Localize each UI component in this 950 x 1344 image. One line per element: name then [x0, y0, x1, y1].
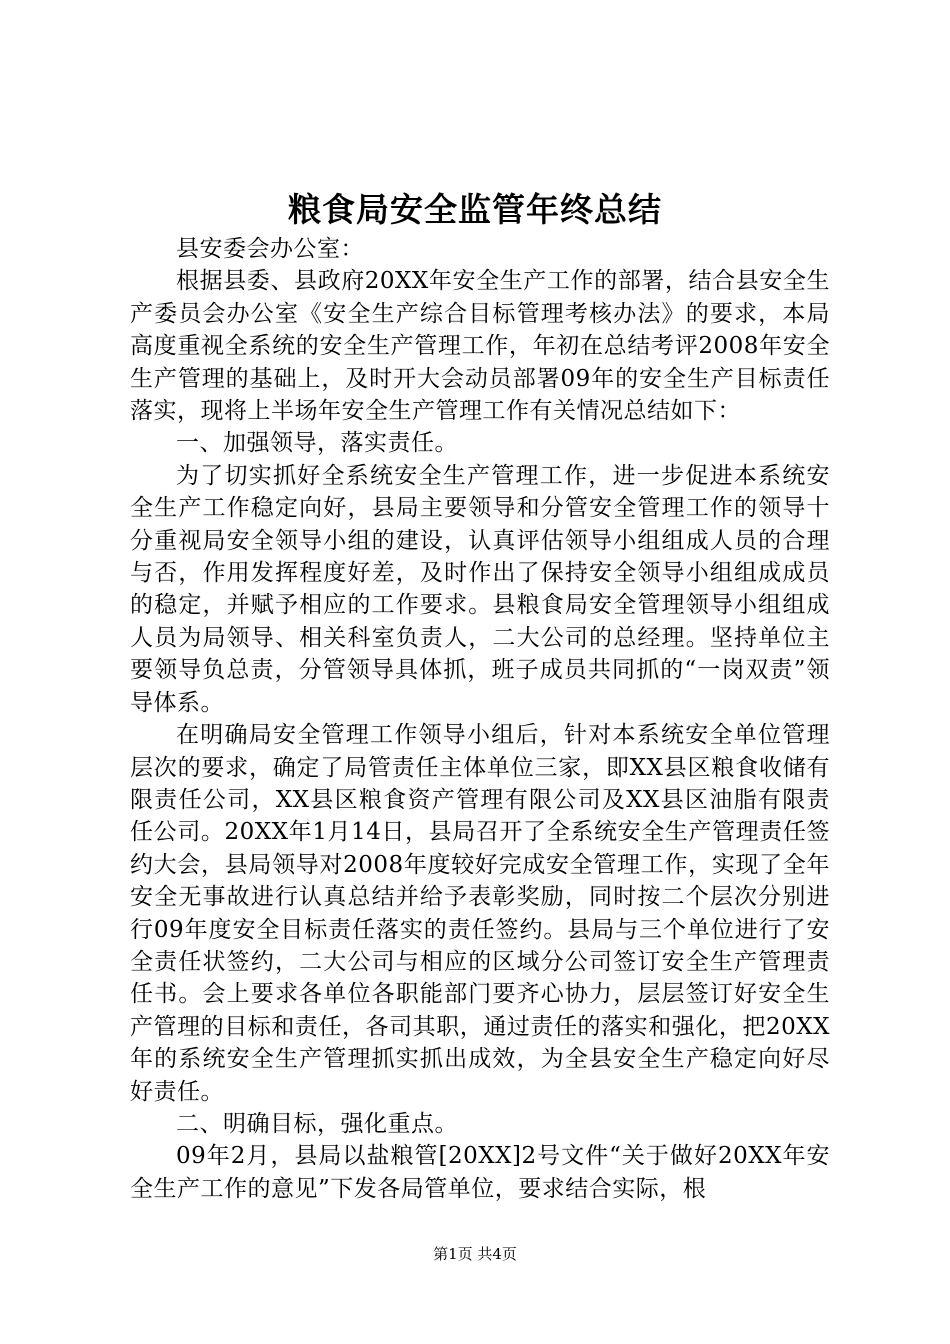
intro-paragraph: 根据县委、县政府20XX年安全生产工作的部署，结合县安全生产委员会办公室《安全生产综合目标管理考核办法》的要求，本局高度重视全系统的安全生产管理工作，年初在总结考评2008年安全生产管理的基础上，及时开大会动员部署09年的安全生产目标责任落实，现将上半场年安全生产管理工作有关情况总结如下：	[130, 268, 830, 425]
section-heading-1: 一、加强领导，落实责任。	[176, 430, 458, 457]
salutation: 县安委会办公室：	[176, 236, 364, 262]
body-paragraph: 为了切实抓好全系统安全生产管理工作，进一步促进本系统安全生产工作稳定向好，县局主要领导和分管安全管理工作的领导十分重视局安全领导小组的建设，认真评估领导小组组成人员的合理与否，作用发挥程度好差，及时作出了保持安全领导小组组成成员的稳定，并赋予相应的工作要求。县粮食局安全管理领导小组组成人员为局领导、相关科室负责人，二大公司的总经理。坚持单位主要领导负总责，分管领导具体抓，班子成员共同抓的“一岗双责”领导体系。	[130, 462, 830, 716]
body-paragraph: 09年2月，县局以盐粮管[20XX]2号文件“关于做好20XX年安全生产工作的意见”下发各局管单位，要求结合实际，根	[130, 1143, 830, 1202]
page-footer: 第1页 共4页	[433, 1245, 517, 1263]
document-body	[130, 233, 830, 1205]
body-paragraph: 在明确局安全管理工作领导小组后，针对本系统安全单位管理层次的要求，确定了局管责任主体单位三家，即XX县区粮食收储有限责任公司，XX县区粮食资产管理有限公司及XX县区油脂有限责任公司。20XX年1月14日，县局召开了全系统安全生产管理责任签约大会，县局领导对2008年度较好完成安全管理工作，实现了全年安全无事故进行认真总结并给予表彰奖励，同时按二个层次分别进行09年度安全目标责任落实的责任签约。县局与三个单位进行了安全责任状签约，二大公司与相应的区域分公司签订安全生产管理责任书。会上要求各单位各职能部门要齐心协力，层层签订好安全生产管理的目标和责任，各司其职，通过责任的落实和强化，把20XX年的系统安全生产管理抓实抓出成效，为全县安全生产稳定向好尽好责任。	[130, 722, 830, 1105]
section-heading-2: 二、明确目标，强化重点。	[176, 1110, 458, 1137]
document-title: 粮食局安全监管年终总结	[288, 190, 662, 229]
